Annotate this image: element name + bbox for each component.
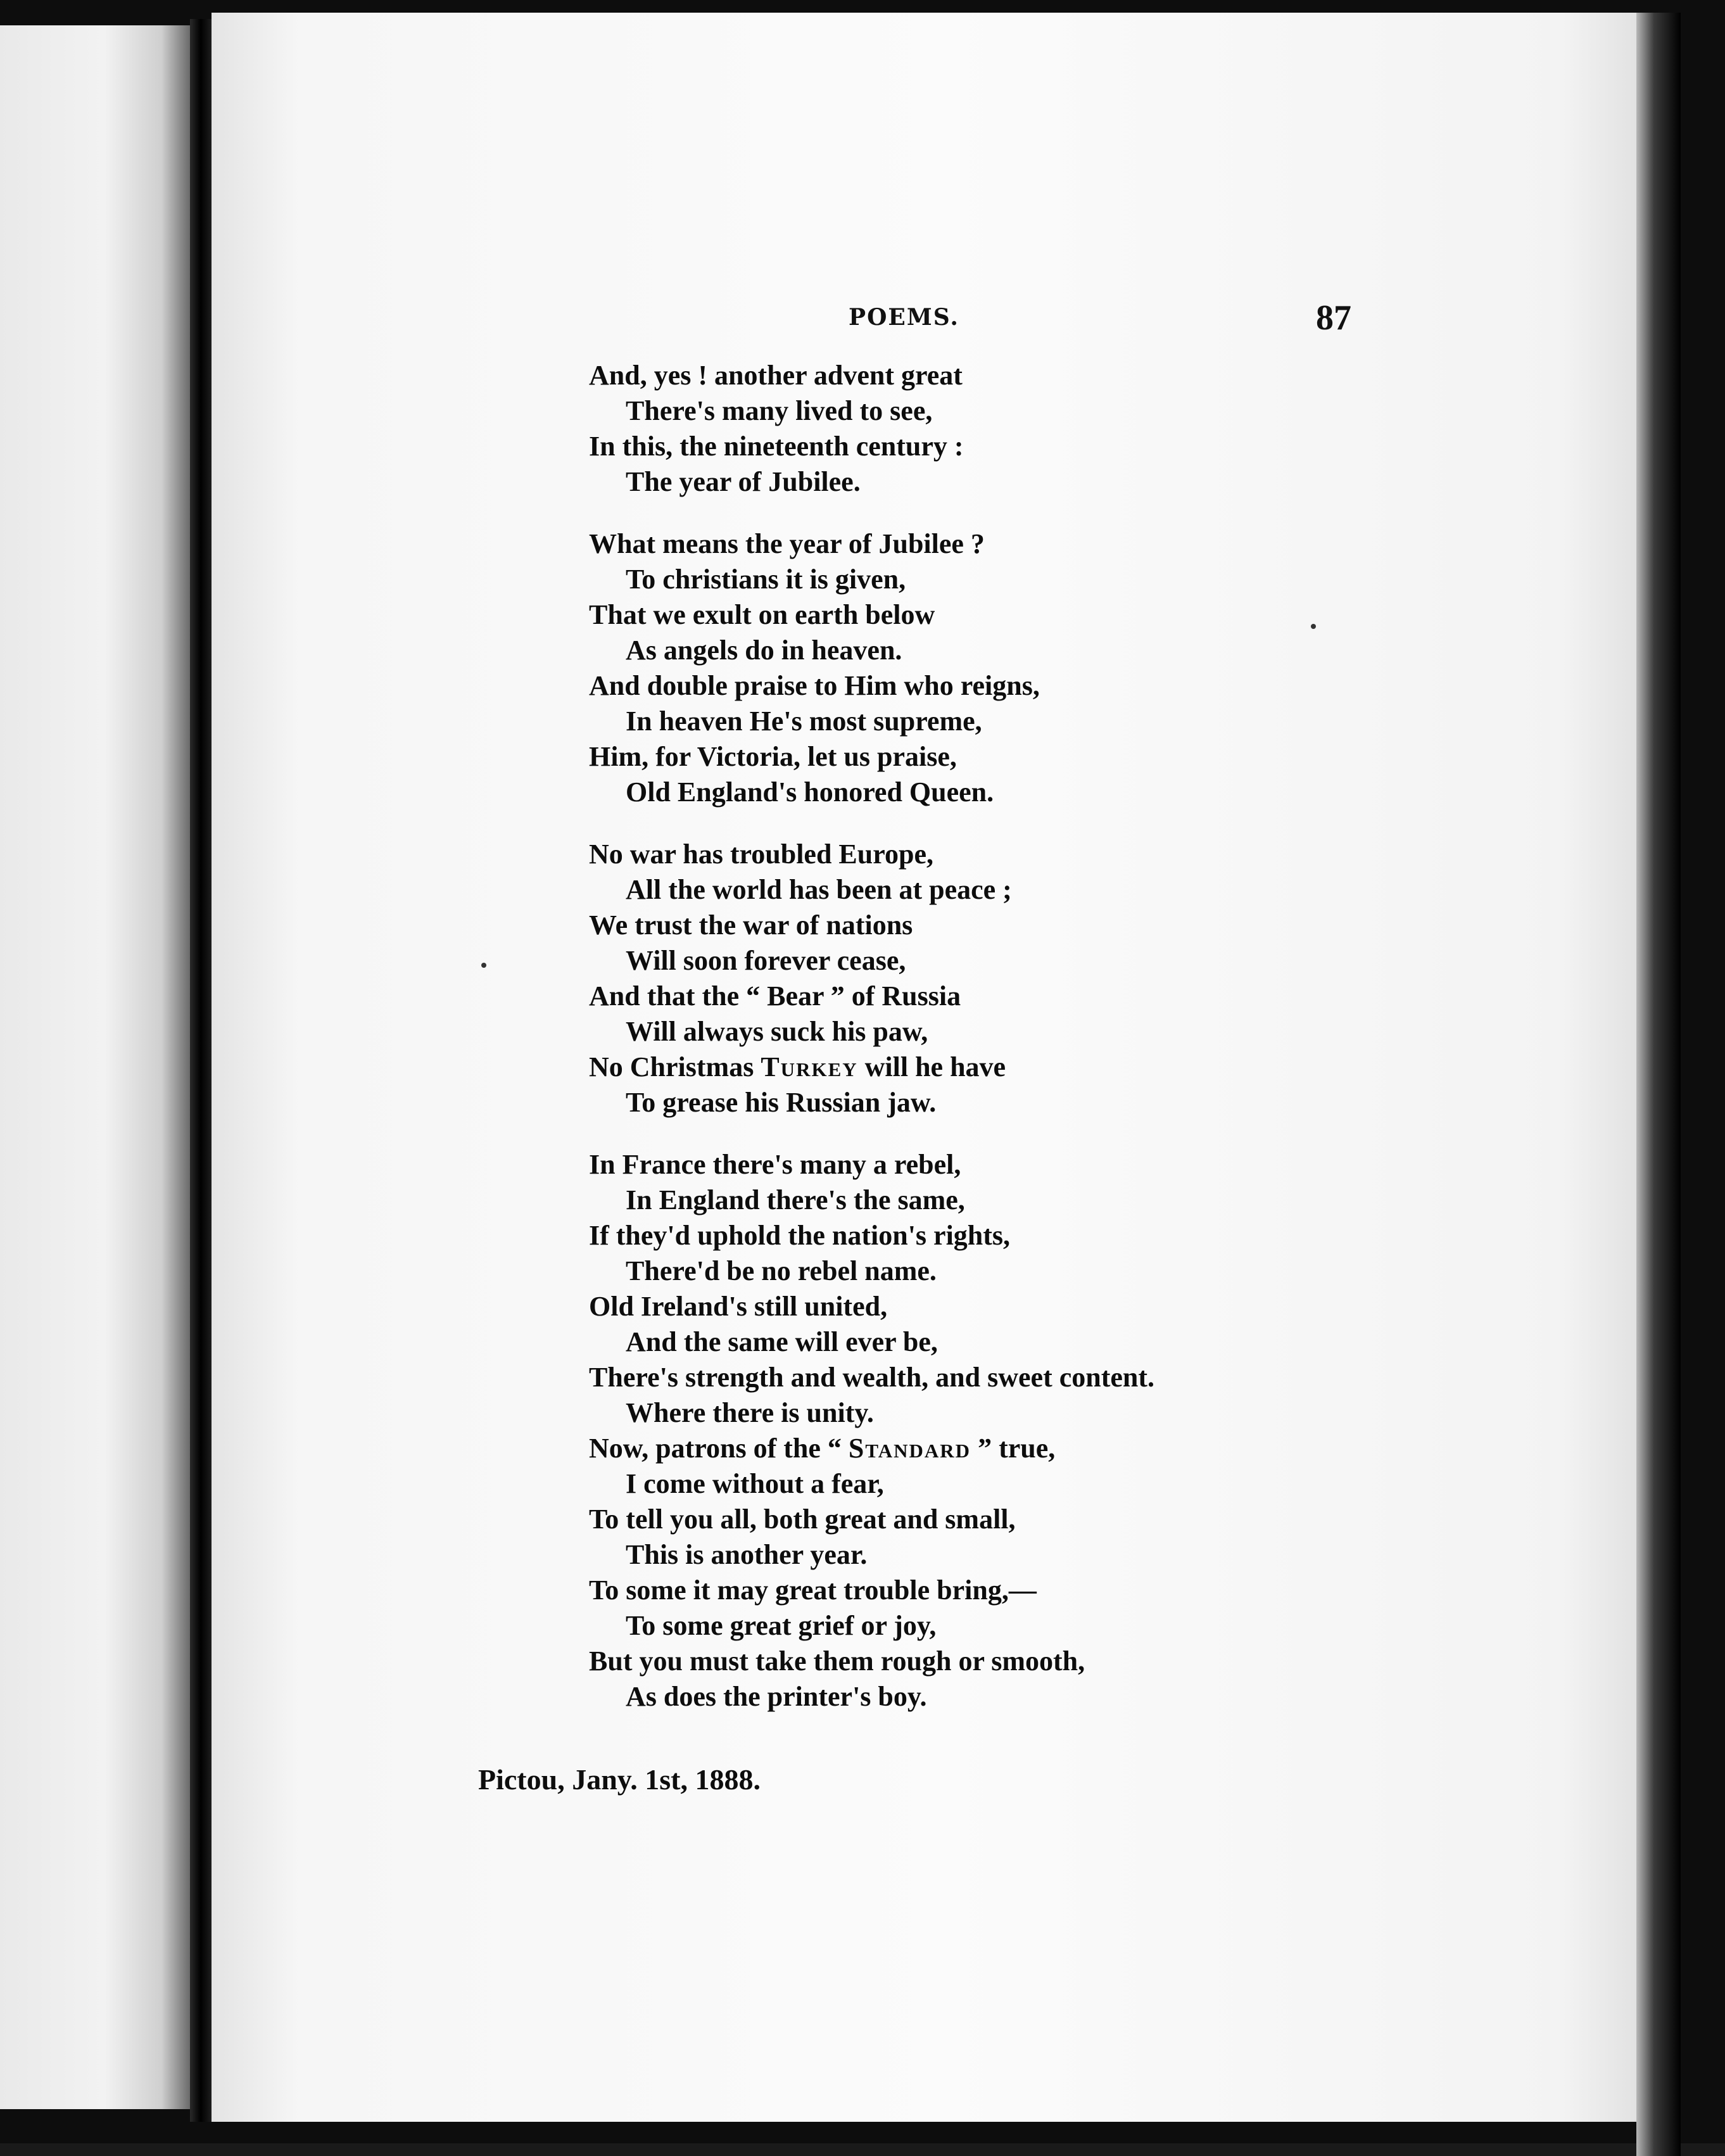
poem-line: And, yes ! another advent great (589, 360, 963, 391)
poem-line: I come without a fear, (626, 1468, 884, 1499)
poem-line: In France there's many a rebel, (589, 1149, 961, 1180)
poem-line: No war has troubled Europe, (589, 839, 933, 870)
poem-line: There's strength and wealth, and sweet content. (589, 1362, 1155, 1393)
poem-line: To some it may great trouble bring,— (589, 1575, 1037, 1606)
poem-line-text: ” true, (971, 1433, 1056, 1464)
page-number: 87 (1316, 298, 1351, 338)
poem-line: Where there is unity. (626, 1397, 874, 1428)
place-date-signature: Pictou, Jany. 1st, 1888. (478, 1763, 761, 1796)
poem-line (589, 1431, 1349, 1466)
poem-line-text: will he have (857, 1051, 1006, 1082)
poem-line: There'd be no rebel name. (626, 1255, 937, 1286)
poem-line: If they'd uphold the nation's rights, (589, 1220, 1011, 1251)
stanza (589, 358, 1349, 500)
poem-line: To christians it is given, (626, 564, 906, 595)
poem-line-text: No Christmas (589, 1051, 761, 1082)
poem-line: Him, for Victoria, let us praise, (589, 741, 957, 772)
poem-line: In heaven He's most supreme, (626, 706, 982, 737)
poem-line: Will soon forever cease, (626, 945, 906, 976)
page-edge-shadow (1636, 13, 1681, 2156)
stanza (589, 837, 1349, 1120)
poem-line: Will always suck his paw, (626, 1016, 928, 1047)
left-page-edge (0, 25, 190, 2109)
poem-line: To some great grief or joy, (626, 1610, 937, 1641)
poem-line: But you must take them rough or smooth, (589, 1646, 1085, 1677)
stanza (589, 1147, 1349, 1715)
poem-line: Old England's honored Queen. (626, 777, 994, 808)
poem-body (589, 358, 1349, 1741)
poem-line: The year of Jubilee. (626, 466, 861, 497)
stanza (589, 526, 1349, 810)
poem-line (589, 1049, 1349, 1085)
poem-line: We trust the war of nations (589, 910, 913, 941)
poem-line: To grease his Russian jaw. (626, 1087, 937, 1118)
poem-line: To tell you all, both great and small, (589, 1504, 1016, 1535)
poem-line: All the world has been at peace ; (626, 874, 1012, 905)
poem-line: As angels do in heaven. (626, 635, 902, 666)
poem-line: And the same will ever be, (626, 1326, 938, 1357)
poem-line: And that the “ Bear ” of Russia (589, 980, 961, 1011)
poem-line: As does the printer's boy. (626, 1681, 927, 1712)
small-caps-word: Turkey (761, 1051, 858, 1082)
poem-line: Old Ireland's still united, (589, 1291, 888, 1322)
poem-line: In England there's the same, (626, 1184, 965, 1215)
poem-line: This is another year. (626, 1539, 868, 1570)
poem-line-text: Now, patrons of the “ (589, 1433, 849, 1464)
book-gutter (190, 19, 212, 2122)
small-caps-word: Standard (848, 1433, 971, 1464)
poem-line: And double praise to Him who reigns, (589, 670, 1040, 701)
poem-line: There's many lived to see, (626, 395, 933, 426)
poem-line: What means the year of Jubilee ? (589, 528, 985, 559)
paper-speck (481, 963, 486, 968)
poem-line: That we exult on earth below (589, 599, 935, 630)
poem-line: In this, the nineteenth century : (589, 431, 964, 462)
running-header: POEMS. (849, 304, 959, 331)
